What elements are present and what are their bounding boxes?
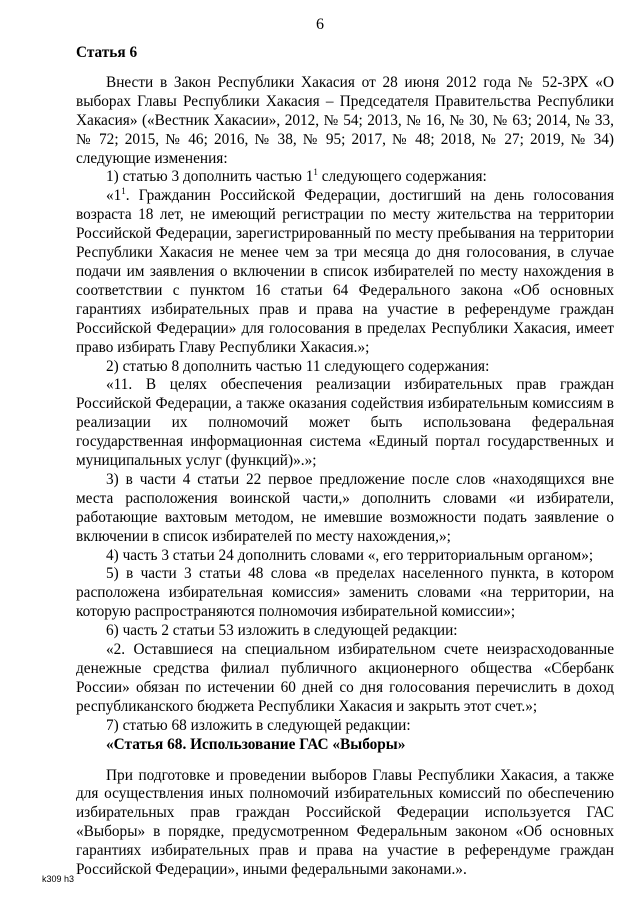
article-68-heading: «Статья 68. Использование ГАС «Выборы» [106,735,406,753]
intro-paragraph: Внести в Закон Республики Хакасия от 28 июня 2012 года № 52-ЗРХ «О выборах Главы Республики Хакасия – Председателя Правительства Республики Хакасия» («Вестник Хакасии», 2012, № 54; 2013, № 16, № 30, № 63; 2014, № 33, № 72; 2015, № 46; 2016, № 38, № 95; 2017, № 48; 2018, № 27; 2019, № 34) следующие изменения: [76,73,614,167]
item1-text-open: «1 [106,187,122,205]
footer-code: k309 h3 [42,874,75,884]
amendment-item-6-text: «2. Оставшиеся на специальном избирательном счете неизрасходованные денежные средства филиал публичного акционерного общества «Сбербанк России» обязан по истечении 60 дней со дня голосования перечислить в доход республиканского бюджета Республики Хакасия и закрыть этот счет.»; [76,641,614,715]
article-heading: Статья 6 [76,44,138,61]
amendment-item-1 [76,168,614,187]
amendment-item-2: 2) статью 8 дополнить частью 11 следующего содержания: [106,357,490,375]
page-number: 6 [316,16,324,33]
item1-text-rest: . Гражданин Российской Федерации, достигший на день голосования возраста 18 лет, не имеющий регистрации по месту жительства на территории Российской Федерации, зарегистрированный по месту пребывания на территории Республики Хакасия не менее чем за три месяца до дня голосования, в случае подачи им заявления о включении в список избирателей по месту нахождения в соответствии с пунктом 16 статьи 64 Федерального закона «Об основных гарантиях избирательных прав и права на участие в референдуме граждан Российской Федерации» для голосования в пределах Республики Хакасия, имеет право избирать Главу Республики Хакасия.»; [76,187,614,356]
amendment-item-7: 7) статью 68 изложить в следующей редакции: [106,716,411,734]
amendment-item-2-text: «11. В целях обеспечения реализации избирательных прав граждан Российской Федерации, а также оказания содействия избирательным комиссиям в реализации их полномочий может быть использована федеральная государственная информационная система «Единый портал государственных и муниципальных услуг (функций)».»; [76,376,614,470]
amendment-item-6: 6) часть 2 статьи 53 изложить в следующей редакции: [106,622,458,640]
article-68-text: При подготовке и проведении выборов Главы Республики Хакасия, а также для осуществления иных полномочий избирательных комиссий по обеспечению избирательных прав граждан Российской Федерации используется ГАС «Выборы» в порядке, предусмотренном Федеральным законом «Об основных гарантиях избирательных прав и права на участие в референдуме граждан Российской Федерации», иными федеральными законами.». [76,766,614,879]
amendment-item-1-text [76,187,614,357]
item1-text-superscript: 1 [121,186,126,197]
item1-after: следующего содержания: [317,168,487,186]
item1-superscript: 1 [313,167,318,178]
amendment-item-4: 4) часть 3 статьи 24 дополнить словами «, его территориальным органом»; [106,546,594,564]
amendment-item-5: 5) в части 3 статьи 48 слова «в пределах населенного пункта, в котором расположена избирательная комиссия» заменить словами «на территории, на которую распространяются полномочия избирательной комиссии»; [76,565,614,621]
document-body [76,44,614,880]
amendment-item-3: 3) в части 4 статьи 22 первое предложение после слов «находящихся вне места расположения воинской части,» дополнить словами «и избиратели, работающие вахтовым методом, не имевшие возможности подать заявление о включении в список избирателей по месту нахождения,»; [76,470,614,545]
item1-before: 1) статью 3 дополнить частью 1 [106,168,314,186]
